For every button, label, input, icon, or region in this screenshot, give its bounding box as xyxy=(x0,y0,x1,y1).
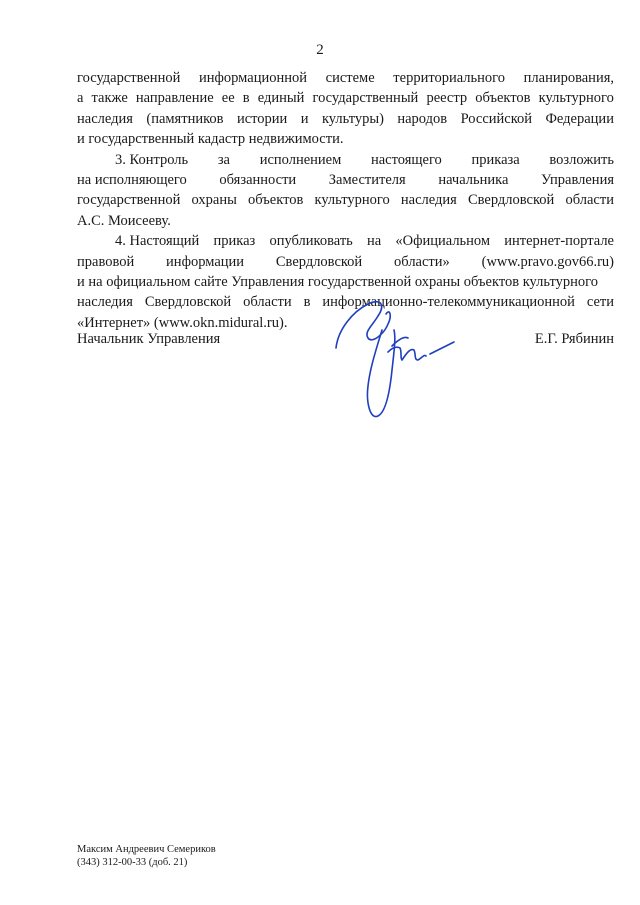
word: 4. Настоящий xyxy=(115,233,200,250)
executor-phone: (343) 312-00-33 (доб. 21) xyxy=(77,857,188,868)
word: а xyxy=(77,90,84,107)
word: информации xyxy=(166,253,245,270)
word: Управления xyxy=(541,172,614,189)
text-line: и на официальном сайте Управления государственной охраны объектов культурного xyxy=(77,274,598,291)
executor-name: Максим Андреевич Семериков xyxy=(77,844,216,855)
word: исполнением xyxy=(259,151,342,168)
text-line xyxy=(77,68,614,88)
word: настоящего xyxy=(370,151,442,168)
word: государственной xyxy=(77,70,181,86)
word: наследия xyxy=(77,110,133,127)
word: культурного xyxy=(538,90,614,107)
signatory-title: Начальник Управления xyxy=(77,331,221,347)
word: культурного xyxy=(314,192,390,209)
word: интернет-портале xyxy=(504,233,614,250)
word: на xyxy=(366,233,382,250)
word: государственный xyxy=(312,90,419,107)
word: (www.pravo.gov66.ru) xyxy=(481,253,614,270)
word: ее xyxy=(221,90,235,107)
word: единый xyxy=(257,90,305,107)
word: Свердловской xyxy=(275,253,363,270)
word: охраны xyxy=(191,192,237,209)
word: народов xyxy=(397,110,448,127)
word: сети xyxy=(586,294,614,311)
word: на исполняющего xyxy=(77,172,187,189)
handwritten-signature xyxy=(330,290,460,425)
paragraph-3 xyxy=(77,150,614,232)
word: системе xyxy=(325,70,375,86)
word: также xyxy=(91,90,128,107)
page-number: 2 xyxy=(316,42,324,58)
word: обязанности xyxy=(219,172,297,189)
word: Свердловской xyxy=(144,294,232,311)
word: области xyxy=(243,294,292,311)
word: приказа xyxy=(471,151,520,168)
text-line xyxy=(77,150,614,170)
word: реестр xyxy=(426,90,468,107)
word: (памятников xyxy=(146,110,224,127)
text-line xyxy=(77,170,614,190)
word: области» xyxy=(394,253,450,270)
signatory-name: Е.Г. Рябинин xyxy=(534,331,614,347)
word: Свердловской xyxy=(468,192,555,209)
word: направление xyxy=(135,90,214,107)
word: в xyxy=(242,90,250,107)
word: области xyxy=(565,192,614,209)
word: планирования, xyxy=(523,70,614,86)
text-line xyxy=(77,190,614,210)
word: приказ xyxy=(213,233,256,250)
word: Российской xyxy=(460,110,533,127)
paragraph-2-continuation xyxy=(77,68,614,150)
word: объектов xyxy=(248,192,304,209)
word: истории xyxy=(236,110,288,127)
word: за xyxy=(217,151,230,168)
text-line: «Интернет» (www.okn.midural.ru). xyxy=(77,314,288,331)
word: 3. Контроль xyxy=(115,151,189,168)
word: правовой xyxy=(77,253,135,270)
word: наследия xyxy=(77,294,133,311)
word: «Официальном xyxy=(395,233,491,250)
word: Федерации xyxy=(545,110,614,127)
word: объектов xyxy=(475,90,531,107)
executor-info xyxy=(77,843,216,869)
word: возложить xyxy=(549,151,614,168)
word: культуры) xyxy=(321,110,384,127)
word: и xyxy=(300,110,309,127)
word: Заместителя xyxy=(328,172,406,189)
word: наследия xyxy=(400,192,457,209)
text-line xyxy=(77,88,614,108)
word: информационной xyxy=(198,70,307,86)
word: начальника xyxy=(438,172,509,189)
word: государственной xyxy=(77,192,181,209)
text-line xyxy=(77,231,614,251)
word: территориального xyxy=(393,70,505,86)
text-line: и государственный кадастр недвижимости. xyxy=(77,131,344,148)
word: опубликовать xyxy=(269,233,353,250)
text-line xyxy=(77,109,614,129)
word: в xyxy=(303,294,311,311)
text-line xyxy=(77,252,614,272)
word: информационно-телекоммуникационной xyxy=(322,294,575,311)
text-line: А.С. Моисееву. xyxy=(77,212,171,229)
